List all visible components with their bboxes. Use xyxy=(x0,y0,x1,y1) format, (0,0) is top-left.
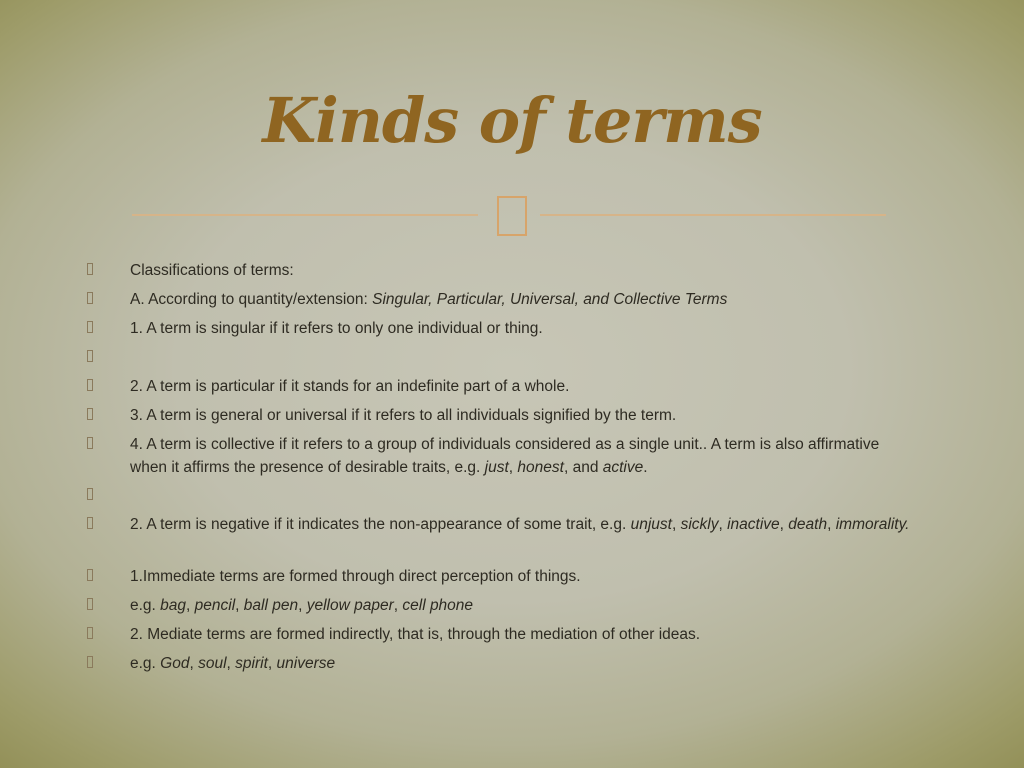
text-segment: , xyxy=(189,655,199,672)
italic-term: yellow paper xyxy=(306,597,394,614)
text-segment: 3. A term is general or universal if it refers to all individuals signified by the term. xyxy=(130,407,677,424)
list-item-text xyxy=(130,288,910,311)
text-segment: , xyxy=(186,597,195,614)
italic-term: Singular, Particular, Universal, and Collective Terms xyxy=(372,291,728,308)
box-bullet-icon xyxy=(87,627,93,639)
text-segment: , xyxy=(226,655,236,672)
list-item-text xyxy=(130,513,910,536)
italic-term: immorality. xyxy=(835,516,910,533)
box-bullet-icon xyxy=(87,569,93,581)
text-segment: , xyxy=(718,516,728,533)
box-bullet-icon xyxy=(87,517,93,529)
italic-term: honest xyxy=(517,459,564,476)
italic-term: active xyxy=(602,459,644,476)
text-segment: 1.Immediate terms are formed through direct perception of things. xyxy=(130,568,581,585)
text-segment: , xyxy=(671,516,681,533)
italic-term: God xyxy=(160,655,190,672)
text-segment: , xyxy=(235,597,244,614)
text-segment: , and xyxy=(563,459,603,476)
text-segment: 1. A term is singular if it refers to only one individual or thing. xyxy=(130,320,543,337)
box-bullet-icon xyxy=(87,598,93,610)
italic-term: universe xyxy=(276,655,336,672)
text-segment: Classifications of terms: xyxy=(130,262,294,279)
italic-term: unjust xyxy=(630,516,672,533)
box-bullet-icon xyxy=(87,488,93,500)
italic-term: spirit xyxy=(235,655,268,672)
box-bullet-icon xyxy=(87,437,93,449)
text-segment: , xyxy=(508,459,518,476)
italic-term: pencil xyxy=(194,597,236,614)
box-bullet-icon xyxy=(87,263,93,275)
italic-term: just xyxy=(484,459,509,476)
italic-term: ball pen xyxy=(243,597,299,614)
box-bullet-icon xyxy=(87,292,93,304)
box-bullet-icon xyxy=(87,350,93,362)
box-bullet-icon xyxy=(87,656,93,668)
italic-term: cell phone xyxy=(402,597,474,614)
text-segment: e.g. xyxy=(130,597,161,614)
list-item-text xyxy=(130,433,910,479)
list-item-text xyxy=(130,594,910,617)
text-segment: , xyxy=(827,516,836,533)
text-segment: 4. A term is collective if it refers to a group of individuals considered as a single unit.. A term is also affirmative when it affirms the presence of desirable traits, e.g. xyxy=(130,436,880,476)
italic-term: soul xyxy=(198,655,227,672)
list-item-text xyxy=(130,317,910,340)
box-bullet-icon xyxy=(87,379,93,391)
italic-term: sickly xyxy=(680,516,719,533)
list-item-text xyxy=(130,259,910,282)
text-segment: , xyxy=(393,597,403,614)
box-bullet-icon xyxy=(87,321,93,333)
text-segment: 2. Mediate terms are formed indirectly, that is, through the mediation of other ideas. xyxy=(130,626,701,643)
list-item-text xyxy=(130,375,910,398)
list-item-text xyxy=(130,623,910,646)
slide-title: Kinds of terms xyxy=(262,84,762,157)
italic-term: bag xyxy=(160,597,187,614)
text-segment: 2. A term is particular if it stands for an indefinite part of a whole. xyxy=(130,378,570,395)
text-segment: , xyxy=(267,655,277,672)
list-item-text xyxy=(130,404,910,427)
text-segment: e.g. xyxy=(130,655,161,672)
box-bullet-icon xyxy=(87,408,93,420)
list-item-text xyxy=(130,565,910,588)
text-segment: , xyxy=(298,597,307,614)
text-segment: . xyxy=(643,459,648,476)
italic-term: death xyxy=(788,516,828,533)
list-item-text xyxy=(130,652,910,675)
text-segment: A. According to quantity/extension: xyxy=(130,291,373,308)
text-segment: , xyxy=(779,516,789,533)
text-segment: 2. A term is negative if it indicates the non-appearance of some trait, e.g. xyxy=(130,516,631,533)
italic-term: inactive xyxy=(727,516,780,533)
